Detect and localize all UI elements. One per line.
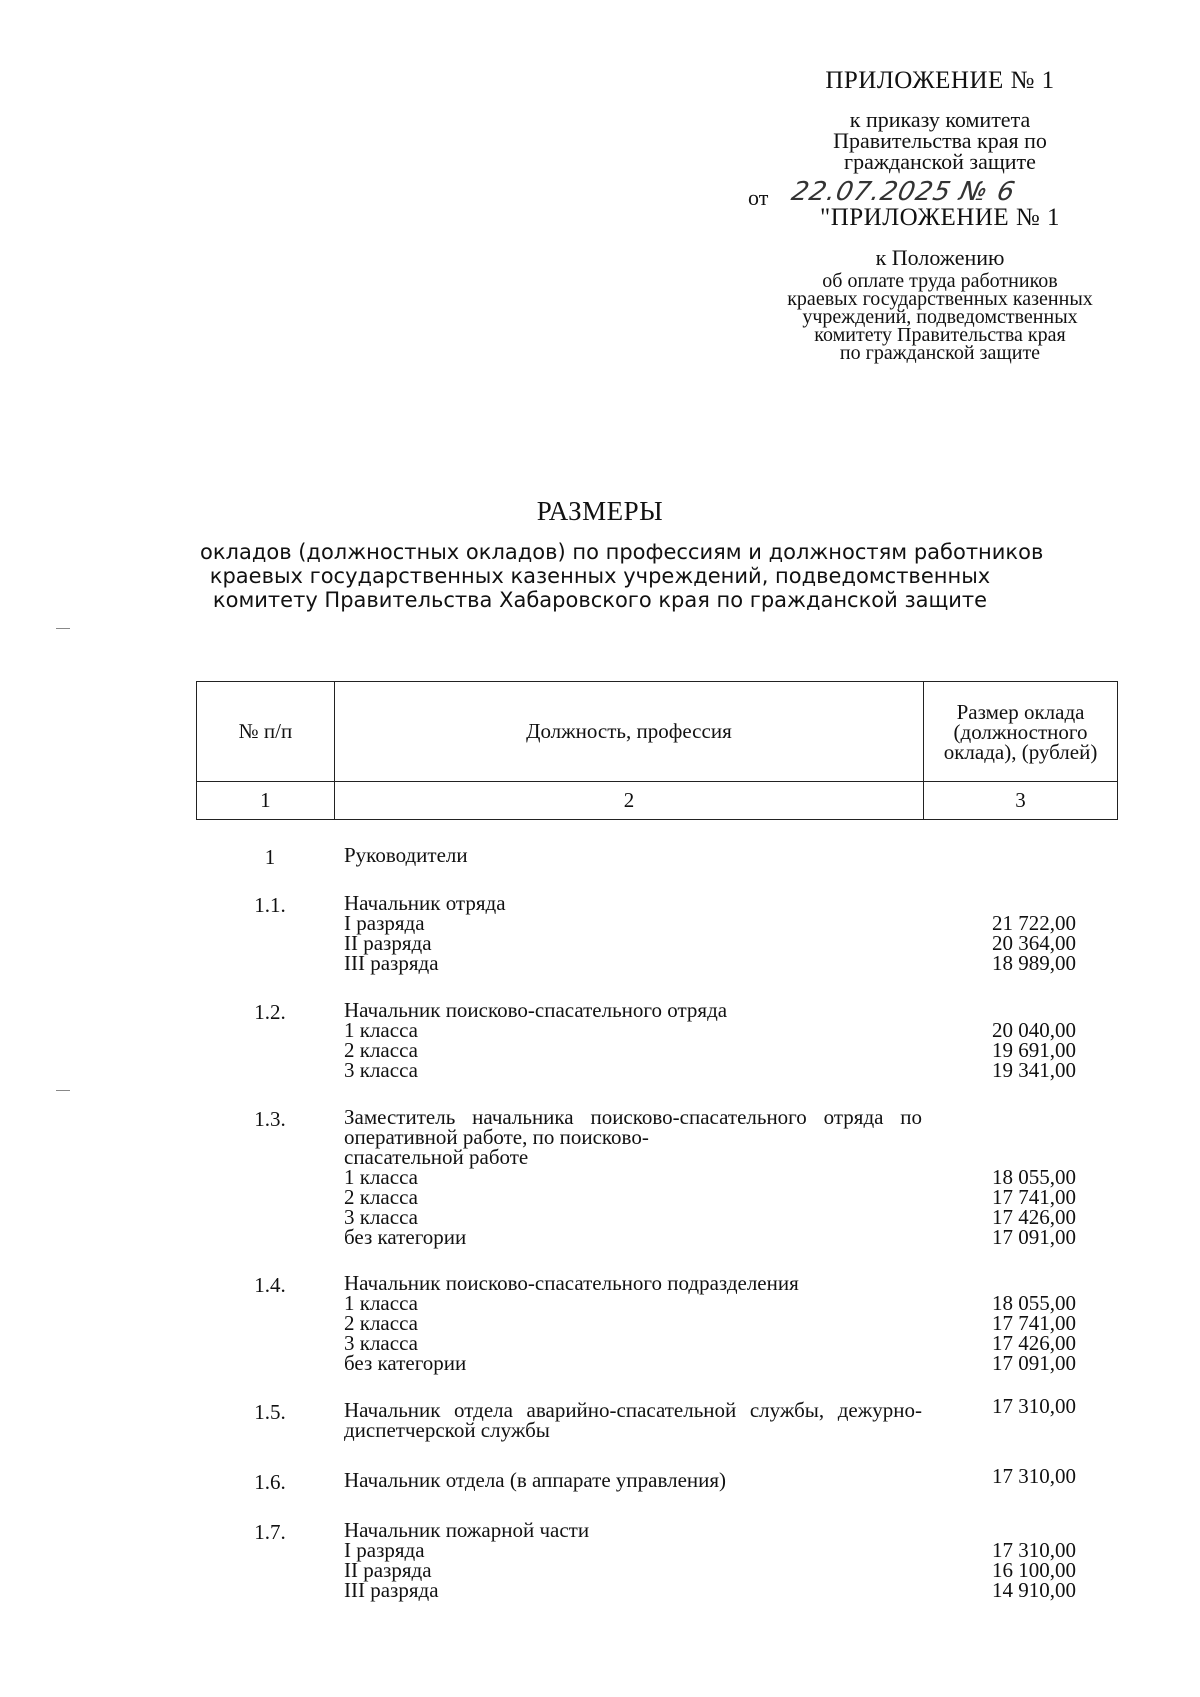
salary-value: 21 722,00 [992,911,1076,935]
salary-value: 14 910,00 [992,1578,1076,1602]
scan-mark [56,628,70,629]
position-title-line: спасательной работе [344,1145,529,1169]
appendix-line: краевых государственных казенных [787,288,1093,310]
salary-values [920,1540,1076,1600]
position-title [344,1107,922,1147]
document-subheading [200,540,1044,612]
appendix-first-line: к Положению [875,245,1005,270]
salary-values [920,1020,1076,1080]
position-grade: 1 класса [344,1018,418,1042]
position-title-line: Заместитель начальника поисково-спасательного [344,1105,807,1129]
subheading-line: окладов (должностных окладов) по профессиям и должностям работников [200,540,1044,564]
appendix-lines [740,272,1140,362]
position-entry [344,1107,922,1247]
header-row [197,682,1118,782]
position-entry [344,1000,922,1080]
position-grade: II разряда [344,1558,432,1582]
salary-values [920,913,1076,973]
position-grade: III разряда [344,951,439,975]
position-grade: 2 класса [344,1038,418,1062]
handwritten-date-signature: 22.07.2025 № 6 [788,177,1019,207]
appendix-title: "ПРИЛОЖЕНИЕ № 1 [819,204,1060,231]
salary-value: 19 341,00 [992,1058,1076,1082]
row-number: 1.1. [254,893,286,917]
salary-value: 17 310,00 [992,1394,1076,1418]
row-number: 1.6. [254,1470,286,1494]
salary-value: 20 040,00 [992,1018,1076,1042]
position-title-line: дежурно-диспетчерской службы [344,1398,922,1442]
position-grade: I разряда [344,911,425,935]
salary-value: 17 741,00 [992,1185,1076,1209]
salary-value: 18 055,00 [992,1165,1076,1189]
appendix-line: об оплате труда работников [822,270,1058,292]
position-title-line: отряда по оперативной работе, по поисково- [344,1105,923,1149]
section-title: Руководители [344,843,468,867]
position-grade: без категории [344,1225,467,1249]
appendix-line: по гражданской защите [839,342,1041,364]
column-number-row [197,782,1118,820]
position-title: Начальник отдела (в аппарате управления) [344,1468,727,1492]
position-title: Начальник поисково-спасательного подразделения [344,1271,799,1295]
position-grade: 1 класса [344,1291,418,1315]
approval-title: ПРИЛОЖЕНИЕ № 1 [825,67,1055,94]
position-grade: без категории [344,1351,467,1375]
salary-value: 17 310,00 [992,1464,1076,1488]
column-number: 2 [334,782,923,820]
salary-table-header [196,681,1118,820]
salary-value: 17 310,00 [992,1538,1076,1562]
subheading-line: комитету Правительства Хабаровского края по гражданской защите [212,588,988,612]
document-heading: РАЗМЕРЫ [536,496,664,526]
row-number: 1.4. [254,1273,286,1297]
salary-value: 16 100,00 [992,1558,1076,1582]
header-cell-number: № п/п [197,682,335,782]
position-title-line: Начальник отдела аварийно-спасательной службы, [344,1398,825,1422]
row-number: 1.2. [254,1000,286,1024]
position-grade: II разряда [344,931,432,955]
position-entry [344,1273,922,1373]
column-number: 3 [924,782,1118,820]
section-number: 1 [264,845,276,869]
salary-value: 17 426,00 [992,1205,1076,1229]
salary-value: 17 426,00 [992,1331,1076,1355]
position-title: Начальник поисково-спасательного отряда [344,998,728,1022]
header-cell-salary: Размер оклада (должностного оклада), (рублей) [924,682,1118,782]
approval-lines [740,109,1140,172]
approval-line: Правительства края по [833,128,1047,153]
salary-value: 17 091,00 [992,1225,1076,1249]
approval-line: к приказу комитета [849,107,1031,132]
subheading-line: краевых государственных казенных учреждений, подведомственных [209,564,991,588]
header-cell-position: Должность, профессия [334,682,923,782]
row-number: 1.5. [254,1400,286,1424]
position-title [344,1400,922,1440]
position-grade: 3 класса [344,1205,418,1229]
salary-value: 19 691,00 [992,1038,1076,1062]
appendix-line: комитету Правительства края [814,324,1066,346]
salary-values [920,1167,1076,1247]
approval-from-label: от [748,185,769,210]
position-grade: III разряда [344,1578,439,1602]
scan-mark [56,1090,70,1091]
position-grade: 2 класса [344,1185,418,1209]
salary-value: 17 741,00 [992,1311,1076,1335]
position-entry [344,1520,922,1600]
appendix-line: учреждений, подведомственных [802,306,1078,328]
position-grade: 1 класса [344,1165,418,1189]
position-grade: 3 класса [344,1058,418,1082]
row-number: 1.3. [254,1107,286,1131]
position-title: Начальник пожарной части [344,1518,590,1542]
approval-line: гражданской защите [844,149,1036,174]
salary-value: 20 364,00 [992,931,1076,955]
row-number: 1.7. [254,1520,286,1544]
salary-values [920,1293,1076,1373]
salary-value: 18 055,00 [992,1291,1076,1315]
column-number: 1 [197,782,335,820]
position-grade: I разряда [344,1538,425,1562]
position-title: Начальник отряда [344,891,506,915]
position-entry [344,893,922,973]
salary-value: 17 091,00 [992,1351,1076,1375]
salary-value: 18 989,00 [992,951,1076,975]
position-entry [344,1400,922,1440]
position-grade: 2 класса [344,1311,418,1335]
position-grade: 3 класса [344,1331,418,1355]
